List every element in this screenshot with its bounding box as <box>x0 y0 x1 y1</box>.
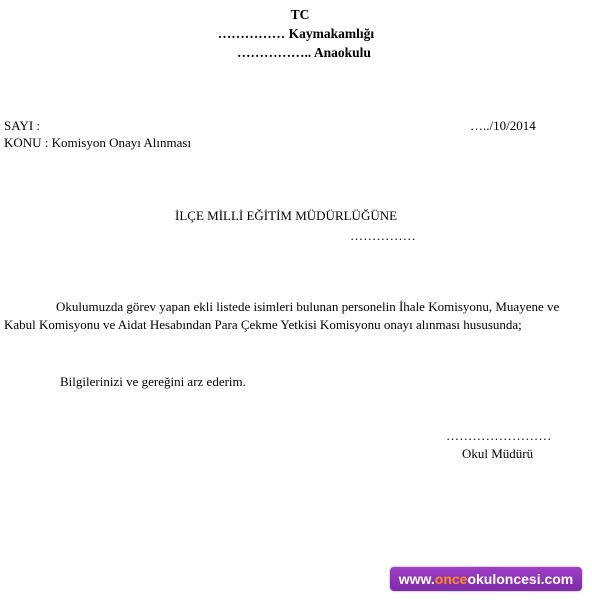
addressee-location-dots: …………… <box>350 228 416 243</box>
watermark-prefix: www. <box>398 571 435 587</box>
sayi-field: SAYI : <box>4 118 41 133</box>
header-kaymakamlik: …………… Kaymakamlığı <box>217 26 375 41</box>
website-watermark <box>390 567 582 591</box>
header-anaokulu: …………….. Anaokulu <box>237 45 371 60</box>
body-paragraph <box>4 298 592 334</box>
closing-sentence: Bilgilerinizi ve gereğini arz ederim. <box>60 374 246 389</box>
header-tc: TC <box>290 7 310 22</box>
signature-dots: …………………… <box>446 428 552 443</box>
watermark-accent: once <box>434 571 468 587</box>
body-paragraph-text: Okulumuzda görev yapan ekli listede isimleri bulunan personelin İhale Komisyonu, Muayene ve Kabul Komisyonu ve Aidat Hesabından Para Çekme Yetkisi Komisyonu onayı alınması hususunda; <box>4 299 560 332</box>
watermark-suffix: okuloncesi.com <box>467 571 574 587</box>
document-date: …../10/2014 <box>470 118 536 133</box>
konu-field: KONU : Komisyon Onayı Alınması <box>4 135 192 150</box>
addressee-title: İLÇE MİLLİ EĞİTİM MÜDÜRLÜĞÜNE <box>175 208 398 223</box>
signature-title: Okul Müdürü <box>462 446 534 461</box>
